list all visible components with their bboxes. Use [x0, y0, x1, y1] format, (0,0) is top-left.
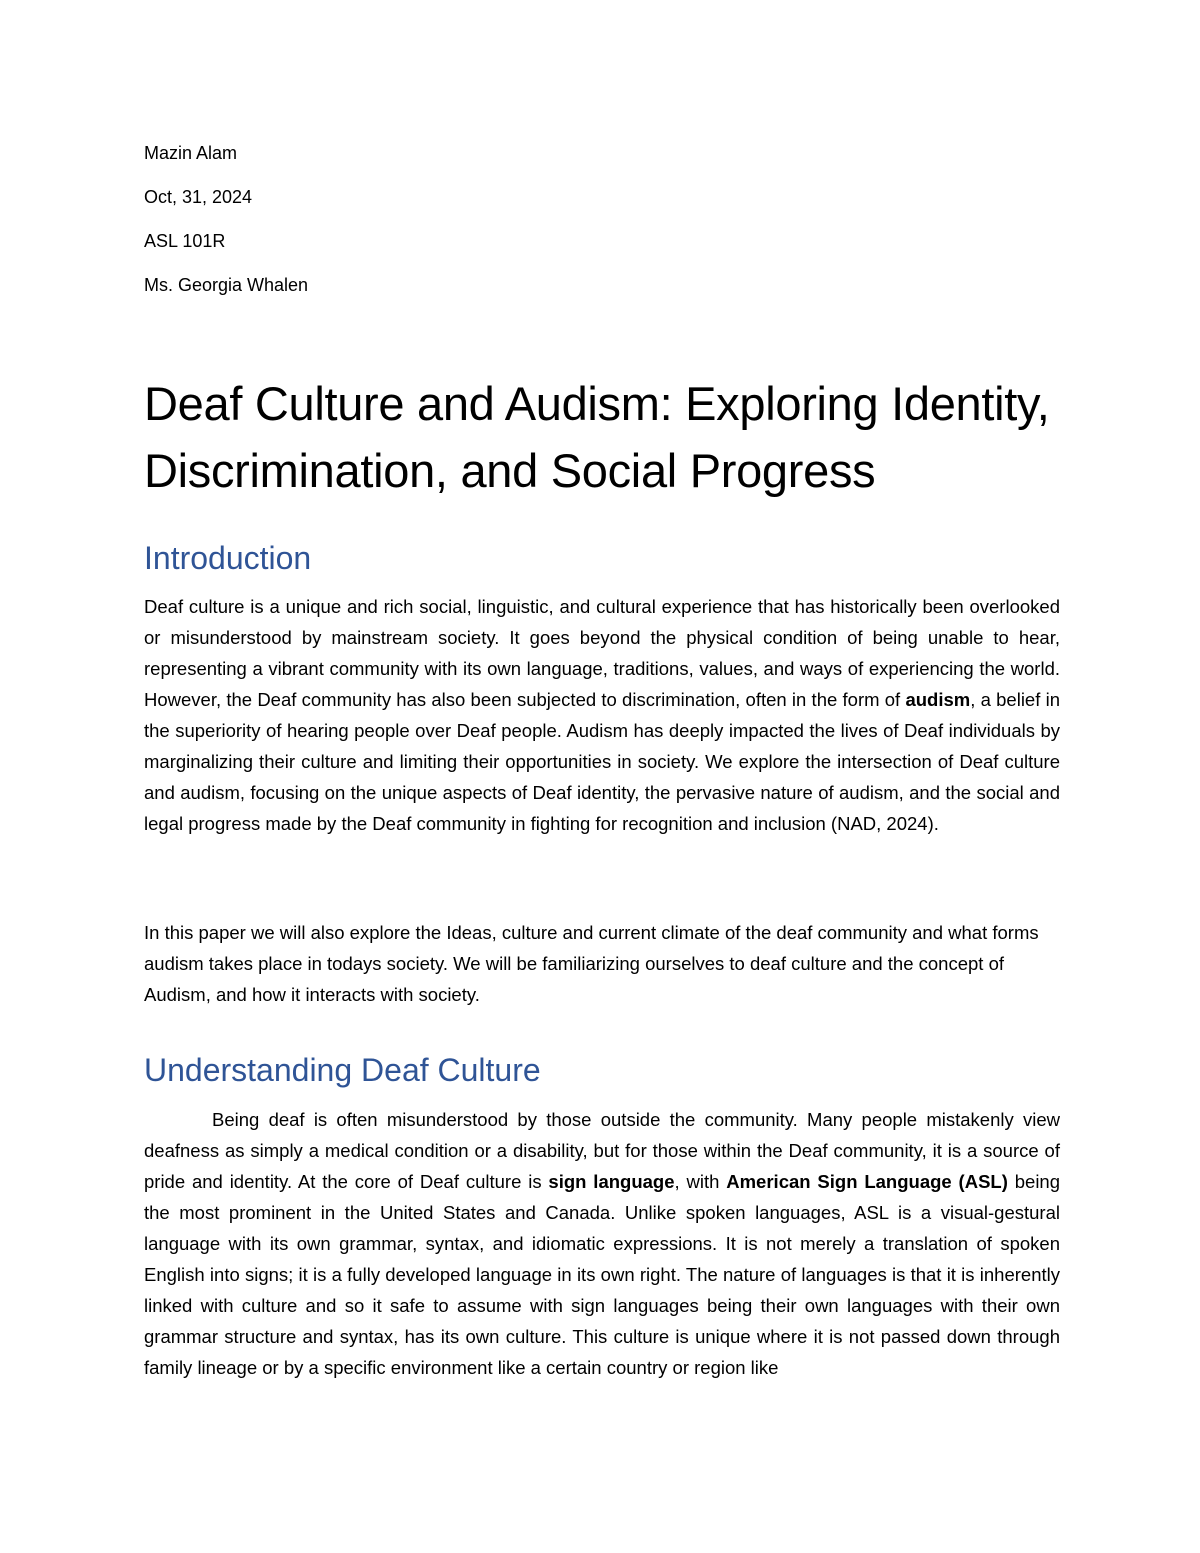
text-span: , with	[674, 1171, 727, 1192]
document-date: Oct, 31, 2024	[144, 187, 253, 207]
document-header	[144, 142, 308, 318]
text-span: , a belief in the superiority of hearing people over Deaf people. Audism has deeply impacted the lives of Deaf individuals by marginalizing their culture and limiting their opportunities in society. We explore the intersection of Deaf culture and audism, focusing on the unique aspects of Deaf identity, the pervasive nature of audism, and the social and legal progress made by the Deaf community in fighting for recognition and inclusion (NAD, 2024).	[144, 689, 1060, 834]
introduction-paragraph-2: In this paper we will also explore the Ideas, culture and current climate of the deaf community and what forms audism takes place in todays society. We will be familiarizing ourselves to deaf culture and the concept of Audism, and how it interacts with society.	[144, 922, 1039, 1005]
bold-term-asl: American Sign Language (ASL)	[726, 1171, 1008, 1192]
bold-term-audism: audism	[905, 689, 971, 710]
instructor-name: Ms. Georgia Whalen	[144, 275, 309, 295]
understanding-deaf-culture-heading: Understanding Deaf Culture	[144, 1052, 541, 1088]
course-name: ASL 101R	[144, 231, 226, 251]
document-title: Deaf Culture and Audism: Exploring Identity, Discrimination, and Social Progress	[144, 377, 1050, 497]
text-span: being the most prominent in the United States and Canada. Unlike spoken languages, ASL is a visual-gestural language with its own grammar, syntax, and idiomatic expressions. It is not merely a translation of spoken English into signs; it is a fully developed language in its own right. The nature of languages is that it is inherently linked with culture and so it safe to assume with sign languages being their own languages with their own grammar structure and syntax, has its own culture. This culture is unique where it is not passed down through family lineage or by a specific environment like a certain country or region like	[144, 1171, 1061, 1378]
understanding-paragraph-1	[144, 1104, 1060, 1383]
introduction-paragraph-1	[144, 591, 1060, 839]
author-name: Mazin Alam	[144, 143, 238, 163]
introduction-heading: Introduction	[144, 540, 312, 576]
bold-term-sign-language: sign language	[548, 1171, 675, 1192]
text-span: Deaf culture is a unique and rich social, linguistic, and cultural experience that has historically been overlooked or misunderstood by mainstream society. It goes beyond the physical condition of being unable to hear, representing a vibrant community with its own language, traditions, values, and ways of experiencing the world. However, the Deaf community has also been subjected to discrimination, often in the form of	[144, 596, 1060, 710]
text-span: Being deaf is often misunderstood by those outside the community. Many people mistakenly view deafness as simply a medical condition or a disability, but for those within the Deaf community, it is a source of pride and identity. At the core of Deaf culture is	[144, 1109, 1060, 1192]
